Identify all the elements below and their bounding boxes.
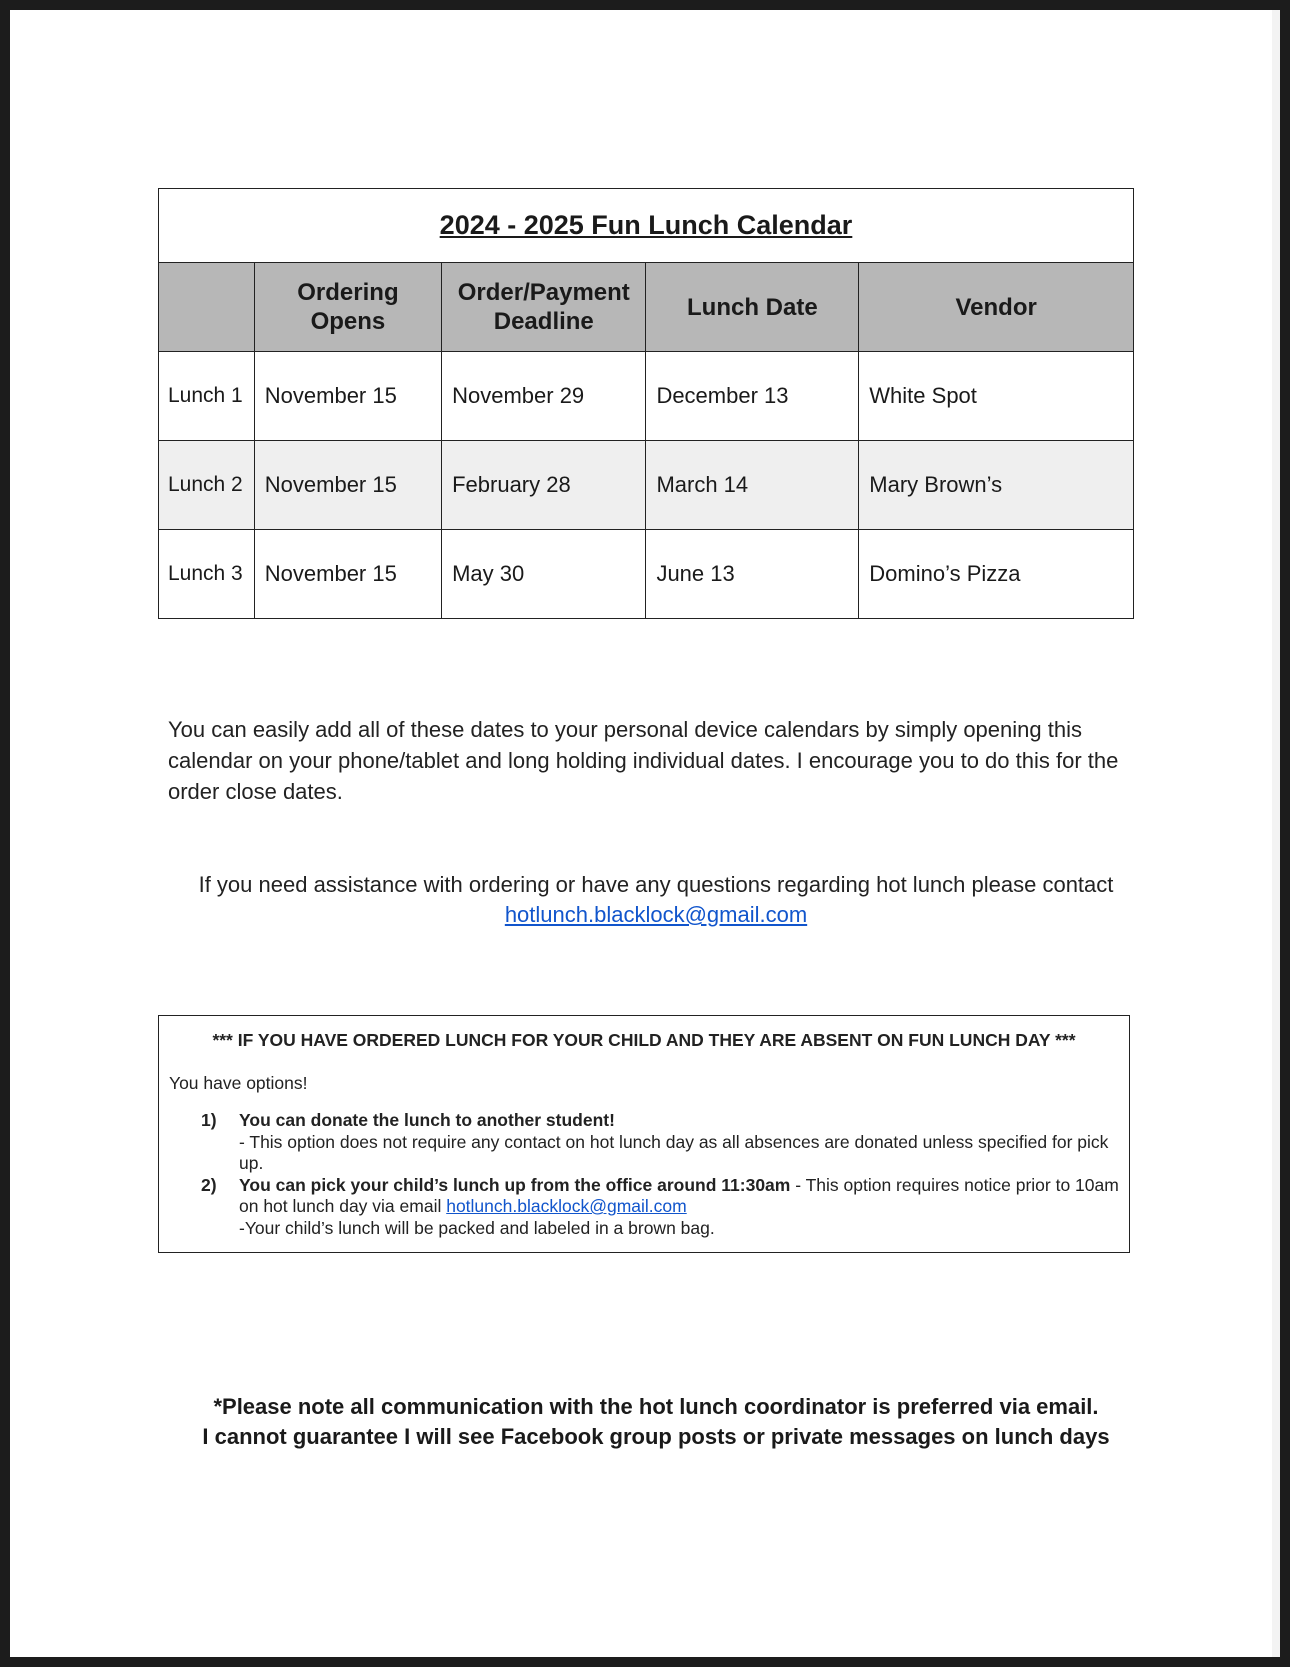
header-empty [159, 263, 255, 352]
contact-email-link[interactable]: hotlunch.blacklock@gmail.com [504, 902, 808, 927]
table-header-row [159, 263, 1134, 352]
option-number: 1) [201, 1110, 217, 1130]
vendor-cell: Domino’s Pizza [859, 530, 1134, 619]
table-row [159, 441, 1134, 530]
notice-title: *** IF YOU HAVE ORDERED LUNCH FOR YOUR CHILD AND THEY ARE ABSENT ON FUN LUNCH DAY *** [212, 1030, 1076, 1050]
lunch-date-cell: June 13 [646, 530, 859, 619]
deadline-cell: May 30 [442, 530, 646, 619]
contact-block [168, 870, 1144, 930]
footnote-line-1: *Please note all communication with the hot lunch coordinator is preferred via email. [213, 1394, 1099, 1419]
document-page [10, 10, 1280, 1657]
calendar-tip-paragraph: You can easily add all of these dates to your personal device calendars by simply opening this calendar on your phone/tablet and long holding individual dates. I encourage you to do this for the order close dates. [168, 717, 1119, 804]
absence-notice-box [158, 1015, 1130, 1253]
contact-text: If you need assistance with ordering or have any questions regarding hot lunch please contact [198, 872, 1114, 897]
list-item [201, 1110, 1119, 1175]
notice-lead: You have options! [169, 1073, 308, 1093]
row-label: Lunch 1 [159, 352, 255, 441]
row-label: Lunch 3 [159, 530, 255, 619]
option-extra-text: -Your child’s lunch will be packed and labeled in a brown bag. [239, 1217, 715, 1238]
page-edge [1272, 10, 1280, 1657]
table-row [159, 530, 1134, 619]
lunch-date-cell: March 14 [646, 441, 859, 530]
deadline-cell: November 29 [442, 352, 646, 441]
vendor-cell: Mary Brown’s [859, 441, 1134, 530]
footnote [168, 1392, 1144, 1452]
lunch-calendar-table [158, 188, 1134, 619]
table-row [159, 352, 1134, 441]
deadline-cell: February 28 [442, 441, 646, 530]
footnote-line-2: I cannot guarantee I will see Facebook group posts or private messages on lunch days [202, 1424, 1110, 1449]
option-heading: You can pick your child’s lunch up from the office around 11:30am [239, 1174, 791, 1195]
calendar-title: 2024 - 2025 Fun Lunch Calendar [159, 189, 1134, 263]
ordering-opens-cell: November 15 [254, 352, 441, 441]
option-email-link[interactable]: hotlunch.blacklock@gmail.com [446, 1196, 687, 1216]
lunch-date-cell: December 13 [646, 352, 859, 441]
option-heading: You can donate the lunch to another student! [239, 1110, 615, 1130]
option-number: 2) [201, 1174, 217, 1195]
header-order-payment-deadline: Order/Payment Deadline [442, 263, 646, 352]
vendor-cell: White Spot [859, 352, 1134, 441]
list-item [201, 1175, 1119, 1240]
header-vendor: Vendor [859, 263, 1134, 352]
ordering-opens-cell: November 15 [254, 441, 441, 530]
options-list [201, 1110, 1119, 1239]
header-lunch-date: Lunch Date [646, 263, 859, 352]
row-label: Lunch 2 [159, 441, 255, 530]
header-ordering-opens: Ordering Opens [254, 263, 441, 352]
option-text: - This option requires notice prior to 10am on hot lunch day via email [239, 1174, 1119, 1216]
ordering-opens-cell: November 15 [254, 530, 441, 619]
option-text: - This option does not require any contact on hot lunch day as all absences are donated unless specified for pick up. [239, 1131, 1109, 1173]
